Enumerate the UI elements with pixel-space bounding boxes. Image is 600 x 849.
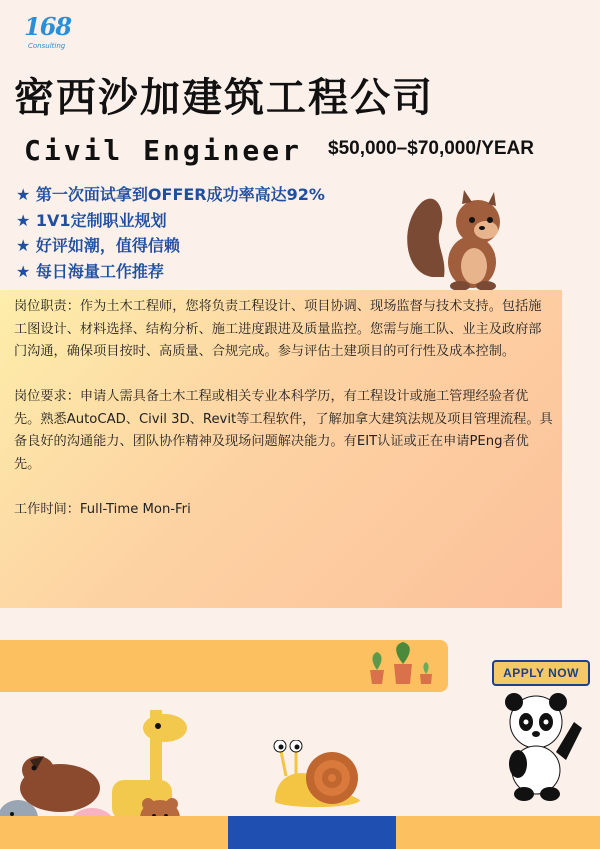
logo-mark: 168 [24, 12, 72, 41]
highlight-item: ★ 第一次面试拿到OFFER成功率高达92% [16, 185, 325, 204]
job-description [14, 296, 554, 544]
panda-illustration [496, 692, 586, 802]
company-name: 密西沙加建筑工程公司 [14, 75, 434, 121]
potted-plants-illustration [362, 640, 442, 690]
salary-range: $50,000–$70,000/YEAR [328, 138, 534, 159]
job-duties: 岗位职责：作为土木工程师，您将负责工程设计、项目协调、现场监督与技术支持。包括施工图设计、材料选择、结构分析、施工进度跟进及质量监控。您需与施工队、业主及政府部门沟通，确保项目按时、高质量、合规完成。参与评估土建项目的可行性及成本控制。 [14, 299, 542, 359]
squirrel-illustration [402, 182, 512, 292]
work-hours: 工作时间：Full-Time Mon-Fri [14, 501, 191, 517]
apply-now-button[interactable]: APPLY NOW [492, 660, 590, 686]
company-logo [20, 12, 80, 56]
logo-subtitle: Consulting [28, 42, 66, 50]
highlight-item: ★ 好评如潮，值得信赖 [16, 236, 180, 255]
highlight-list [16, 182, 396, 284]
footer-accent [228, 816, 396, 849]
highlight-item: ★ 1V1定制职业规划 [16, 210, 167, 230]
job-title: Civil Engineer [24, 134, 303, 167]
job-requirements: 岗位要求：申请人需具备土木工程或相关专业本科学历，有工程设计或施工管理经验者优先。熟悉AutoCAD、Civil 3D、Revit等工程软件，了解加拿大建筑法规及项目管理流程。具备良好的沟通能力、团队协作精神及现场问题解决能力。有EIT认证或正在申请PEng者优先。 [14, 389, 553, 472]
snail-illustration [270, 740, 370, 810]
highlight-item: ★ 每日海量工作推荐 [16, 261, 164, 281]
